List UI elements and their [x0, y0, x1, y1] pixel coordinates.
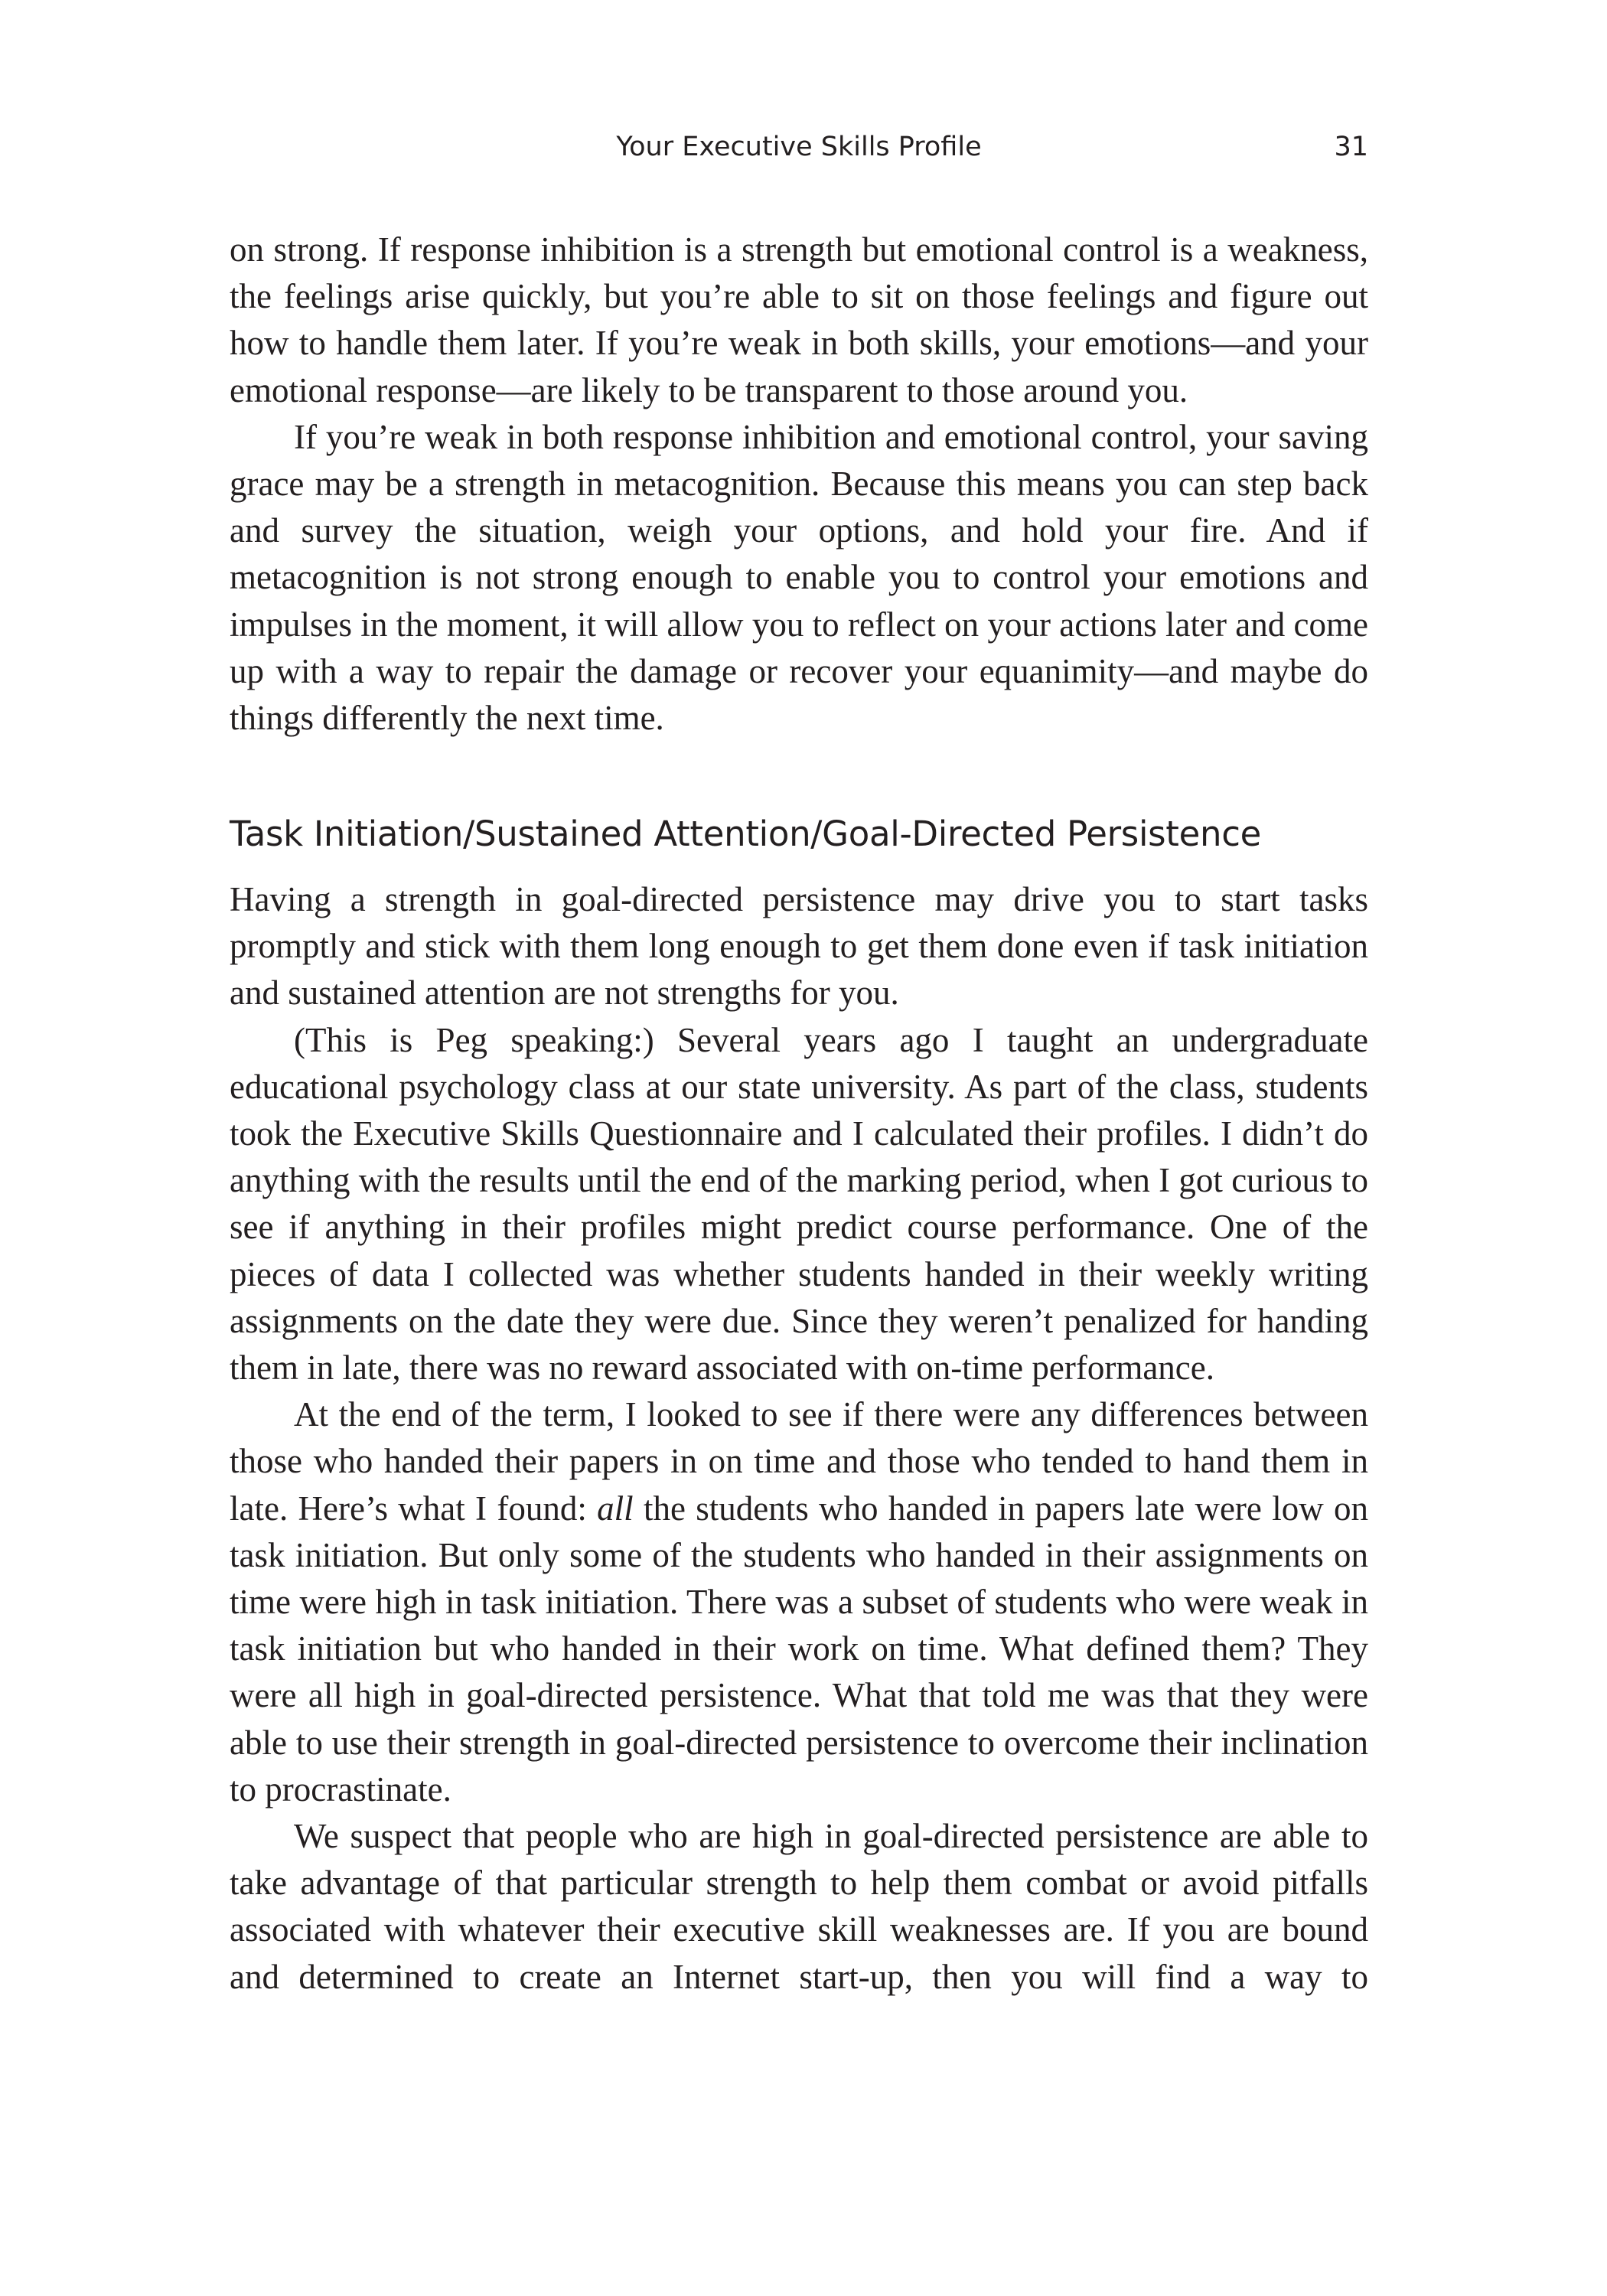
emphasis: all [597, 1489, 634, 1528]
section-2-body [230, 876, 1368, 2001]
section-heading: Task Initiation/Sustained Attention/Goal-Directed Persistence [230, 814, 1262, 854]
paragraph-text: the students who handed in papers late were low on task initiation. But only some of the students who handed in their assignments on time were high in task initiation. There was a subset of students who were weak in task initiation but who handed in their work on time. What defined them? They were all high in goal-directed persistence. What that told me was that they were able to use their strength in goal-directed persistence to overcome their inclination to procrastinate. [230, 1489, 1368, 1808]
section-1-body [230, 227, 1368, 742]
paragraph: on strong. If response inhibition is a strength but emotional control is a weakness, the feelings arise quickly, but you’re able to sit on those feelings and figure out how to handle them later. If you’re weak in both skills, your emotions—and your emotional response—are likely to be transparent to those around you. [230, 230, 1368, 409]
paragraph: If you’re weak in both response inhibition and emotional control, your saving grace may be a strength in metacognition. Because this means you can step back and survey the situation, weigh your options, and hold your fire. And if metacognition is not strong enough to enable you to control your emotions and impulses in the moment, it will allow you to reflect on your actions later and come up with a way to repair the damage or recover your equanimity—and maybe do things differently the next time. [230, 417, 1368, 738]
paragraph: (This is Peg speaking:) Several years ago I taught an undergraduate educational psychology class at our state university. As part of the class, students took the Executive Skills Questionnaire and I calculated their profiles. I didn’t do anything with the results until the end of the marking period, when I got curious to see if anything in their profiles might predict course performance. One of the pieces of data I collected was whether students handed in their weekly writing assignments on the date they were due. Since they weren’t penalized for handing them in late, there was no reward associated with on-time performance. [230, 1020, 1368, 1388]
paragraph [230, 1391, 1368, 1813]
paragraph-text: At the end of the term, I looked to see if there were any differences between those who handed their papers in on time and those who tended to hand them in late. Here’s what I found: [230, 1395, 1368, 1528]
page-number: 31 [1334, 132, 1368, 162]
paragraph: We suspect that people who are high in goal-directed persistence are able to take advantage of that particular strength to help them combat or avoid pitfalls associated with whatever their executive skill weaknesses are. If you are bound and determined to create an Internet start-up, then you will find a way to [230, 1817, 1368, 1996]
running-head-title: Your Executive Skills Profile [616, 132, 982, 162]
running-head [230, 132, 1368, 178]
paragraph: Having a strength in goal-directed persistence may drive you to start tasks promptly and stick with them long enough to get them done even if task initiation and sustained attention are not strengths for you. [230, 880, 1368, 1013]
